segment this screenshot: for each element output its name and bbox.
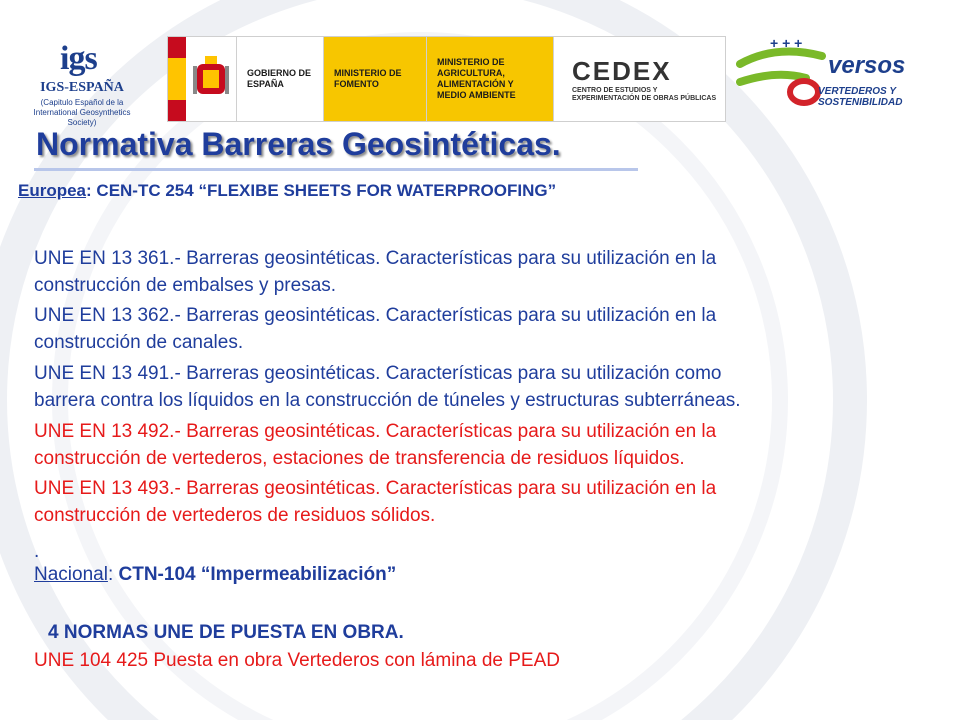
gobierno-label: GOBIERNO DE ESPAÑA bbox=[236, 37, 323, 121]
norm-line: UNE EN 13 492.- Barreras geosintéticas. Características para su utilización en la bbox=[34, 421, 717, 442]
igs-espana-logo bbox=[22, 24, 142, 127]
europea-line bbox=[18, 181, 556, 201]
separator-dot: . bbox=[34, 541, 40, 562]
coat-of-arms-icon bbox=[186, 37, 236, 121]
svg-text:+ + +: + + + bbox=[770, 35, 803, 51]
norm-line: construcción de embalses y presas. bbox=[34, 275, 337, 296]
norm-line: UNE EN 13 493.- Barreras geosintéticas. Características para su utilización en la bbox=[34, 478, 717, 499]
cedex-logo bbox=[553, 37, 725, 121]
norm-item bbox=[34, 245, 716, 299]
agricultura-label: MINISTERIO DE AGRICULTURA, ALIMENTACIÓN Y MEDIO AMBIENTE bbox=[426, 37, 553, 121]
norm-line: barrera contra los líquidos en la construcción de túneles y estructuras subterráneas. bbox=[34, 390, 741, 411]
norm-item bbox=[34, 475, 716, 529]
nacional-line bbox=[34, 564, 396, 586]
versos-logo bbox=[736, 34, 946, 122]
igs-mark: igs bbox=[60, 40, 97, 77]
government-banner bbox=[167, 36, 726, 122]
norm-line: UNE EN 13 491.- Barreras geosintéticas. Características para su utilización como bbox=[34, 363, 722, 384]
nacional-sep: : bbox=[107, 564, 119, 585]
norm-line: UNE EN 13 362.- Barreras geosintéticas. Características para su utilización en la bbox=[34, 305, 717, 326]
norm-item bbox=[34, 418, 716, 472]
norm-line: construcción de vertederos, estaciones de transferencia de residuos líquidos. bbox=[34, 448, 685, 469]
slide-title: Normativa Barreras Geosintéticas. bbox=[36, 126, 561, 162]
norm-item bbox=[34, 302, 716, 356]
versos-name: versos bbox=[828, 52, 906, 79]
fomento-label: MINISTERIO DE FOMENTO bbox=[323, 37, 426, 121]
cedex-word: CEDEX bbox=[572, 55, 672, 86]
puesta-en-obra-heading: 4 NORMAS UNE DE PUESTA EN OBRA. bbox=[48, 622, 404, 643]
spain-flag-icon bbox=[168, 37, 186, 121]
igs-name: IGS-ESPAÑA bbox=[40, 80, 124, 95]
nacional-label: Nacional bbox=[34, 564, 108, 585]
norm-line: construcción de canales. bbox=[34, 332, 244, 353]
europea-text: : CEN-TC 254 “FLEXIBE SHEETS FOR WATERPROOFING” bbox=[86, 181, 557, 200]
cedex-subtitle: CENTRO DE ESTUDIOS Y EXPERIMENTACIÓN DE OBRAS PÚBLICAS bbox=[572, 86, 717, 102]
europea-label: Europea bbox=[18, 181, 87, 200]
norm-item bbox=[34, 360, 741, 414]
norm-line: UNE EN 13 361.- Barreras geosintéticas. Características para su utilización en la bbox=[34, 248, 717, 269]
title-underline bbox=[34, 168, 638, 171]
igs-caption: (Capitulo Español de la International Geosynthetics Society) bbox=[33, 98, 131, 127]
versos-subtitle: VERTEDEROS Y SOSTENIBILIDAD bbox=[818, 86, 903, 108]
pead-line: UNE 104 425 Puesta en obra Vertederos con lámina de PEAD bbox=[34, 650, 560, 671]
nacional-text: CTN-104 “Impermeabilización” bbox=[118, 564, 397, 585]
norm-line: construcción de vertederos de residuos sólidos. bbox=[34, 505, 436, 526]
